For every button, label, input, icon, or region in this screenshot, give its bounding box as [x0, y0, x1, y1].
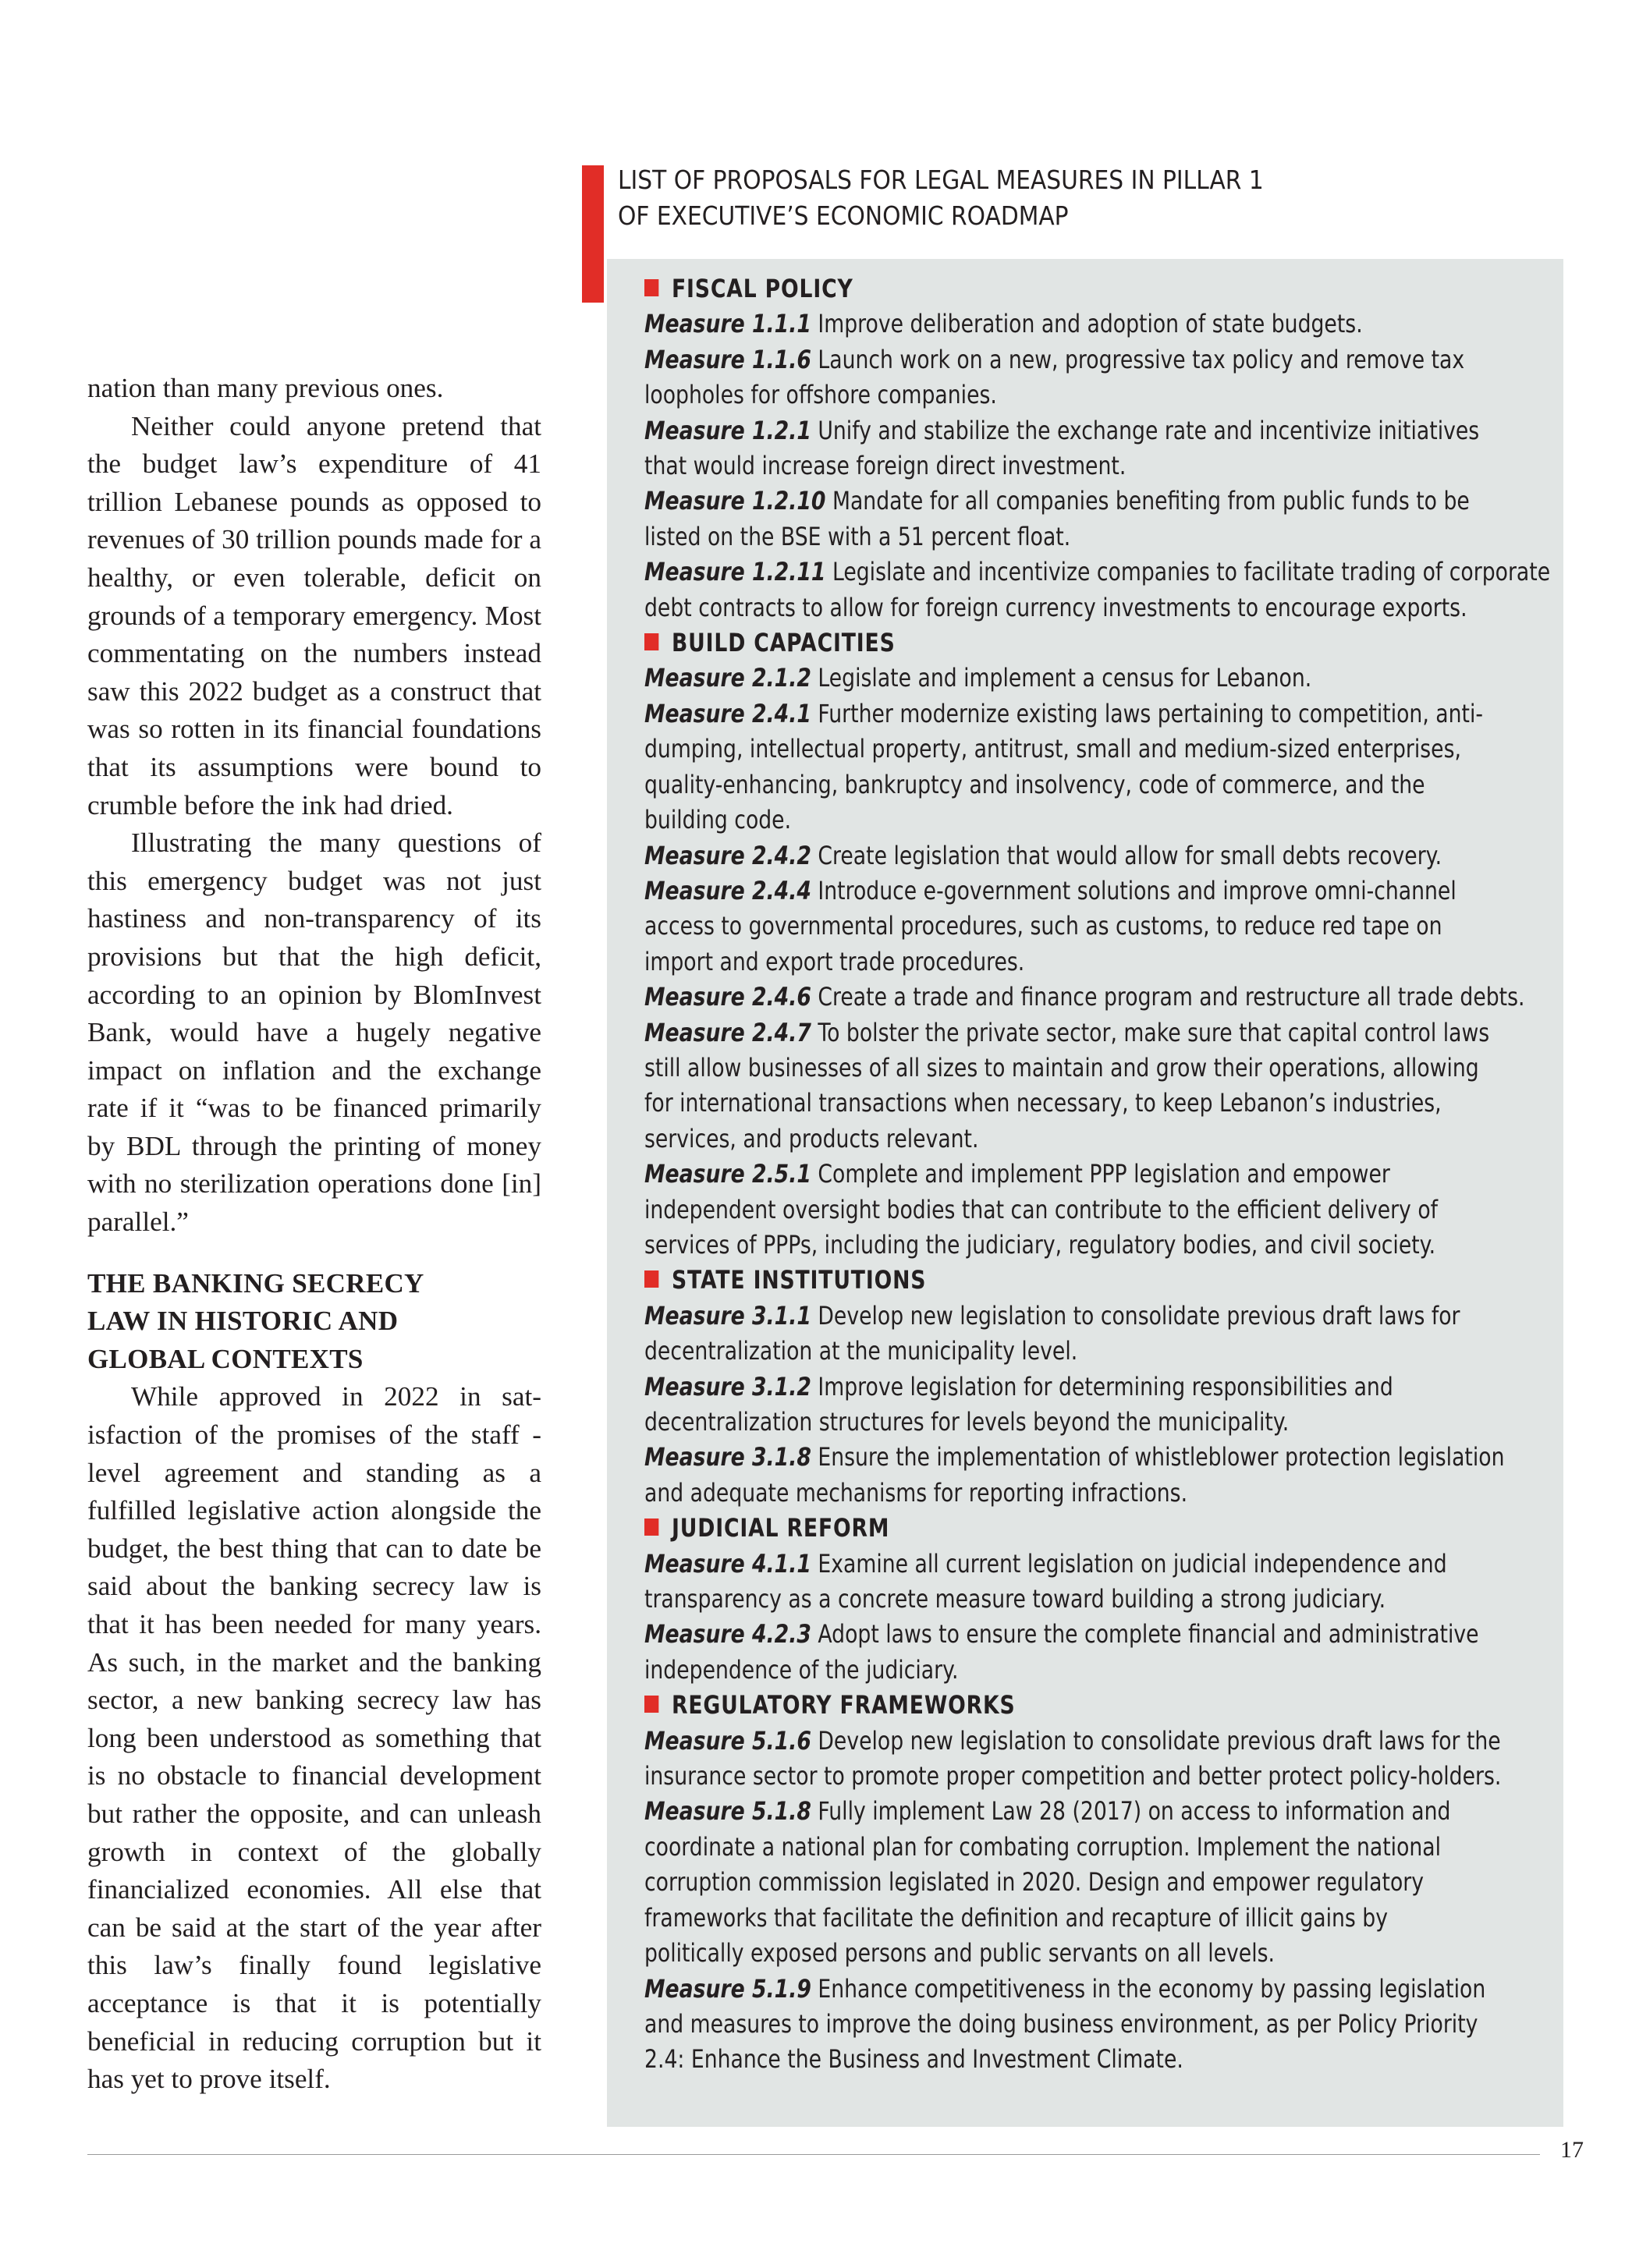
measure-line — [644, 1122, 1425, 1157]
measure-text: still allow businesses of all sizes to maintain and grow their operations, allowing — [644, 1052, 1479, 1083]
measure-line — [644, 803, 1425, 838]
measure-text: corruption commission legislated in 2020. Design and empower regulatory — [644, 1867, 1425, 1898]
measure-line — [644, 1582, 1425, 1617]
measure-text: decentralization at the municipality level. — [644, 1336, 1078, 1366]
section-title — [644, 1688, 1425, 1723]
measure-text: loopholes for offshore companies. — [644, 380, 997, 410]
measure-line — [644, 980, 1525, 1015]
section-title — [644, 1263, 1425, 1298]
measure-line — [644, 1334, 1425, 1369]
measure-label: Measure 2.4.4 — [644, 875, 811, 905]
measure-text: and measures to improve the doing business environment, as per Policy Priority — [644, 2008, 1478, 2039]
measure-text: services of PPPs, including the judiciary, regulatory bodies, and civil society. — [644, 1229, 1436, 1260]
measure-text: independent oversight bodies that can contribute to the efficient delivery of — [644, 1194, 1439, 1224]
measure-text: Complete and implement PPP legislation and empower — [818, 1159, 1390, 1189]
paragraph: nation than many previous ones. — [87, 373, 444, 403]
measure-text: services, and products relevant. — [644, 1123, 979, 1153]
measure-text: Adopt laws to ensure the complete financial and administrative — [818, 1619, 1479, 1650]
measure-label: Measure 1.2.10 — [644, 486, 826, 516]
measure-label: Measure 1.1.6 — [644, 344, 811, 374]
red-square-bullet-icon — [644, 279, 658, 296]
measure-line — [644, 484, 1470, 519]
accent-bar — [582, 165, 604, 303]
measure-text: To bolster the private sector, make sure that capital control laws — [818, 1017, 1490, 1047]
measure-text: Improve deliberation and adoption of state budgets. — [818, 309, 1363, 339]
measure-label: Measure 1.2.1 — [644, 415, 811, 445]
measure-item — [644, 484, 1470, 555]
measure-line — [644, 767, 1425, 803]
measure-text: Develop new legislation to consolidate previous draft laws for — [818, 1300, 1460, 1331]
footer-rule — [87, 2154, 1540, 2155]
measure-line — [644, 1405, 1425, 1440]
page-number: 17 — [1560, 2137, 1584, 2163]
measure-text: coordinate a national plan for combating corruption. Implement the national — [644, 1831, 1442, 1862]
measure-item — [644, 555, 1551, 625]
measure-text: building code. — [644, 805, 792, 835]
measure-text: Legislate and incentivize companies to facilitate trading of corporate — [832, 557, 1551, 587]
measure-text: Unify and stabilize the exchange rate and incentivize initiatives — [818, 415, 1480, 445]
measure-line — [644, 342, 1465, 377]
measure-line — [644, 1370, 1425, 1405]
box-title-line: LIST OF PROPOSALS FOR LEGAL MEASURES IN PILLAR 1 — [618, 165, 1264, 195]
measure-item — [644, 1299, 1460, 1370]
measure-label: Measure 5.1.9 — [644, 1973, 811, 2004]
measure-line — [644, 944, 1425, 980]
measure-label: Measure 5.1.8 — [644, 1796, 811, 1827]
measure-text: decentralization structures for levels beyond the municipality. — [644, 1407, 1290, 1437]
measure-text: dumping, intellectual property, antitrust, small and medium-sized enterprises, — [644, 734, 1461, 764]
measure-line — [644, 519, 1425, 555]
measure-text: Legislate and implement a census for Lebanon. — [818, 663, 1312, 693]
box-title-line: OF EXECUTIVE’S ECONOMIC ROADMAP — [618, 200, 1069, 231]
red-square-bullet-icon — [644, 633, 658, 650]
measure-text: independence of the judiciary. — [644, 1654, 959, 1685]
measure-line — [644, 1830, 1442, 1865]
measure-item — [644, 838, 1442, 874]
heading-line: LAW IN HISTORIC AND — [87, 1306, 399, 1337]
measure-line — [644, 590, 1467, 625]
measure-item — [644, 1370, 1425, 1441]
measure-text: insurance sector to promote proper competition and better protect policy-holders. — [644, 1761, 1502, 1791]
measure-text: quality-enhancing, bankruptcy and insolvency, code of commerce, and the — [644, 769, 1425, 799]
measure-item — [644, 1617, 1479, 1688]
paragraph: While approved in 2022 in satisfaction of the promises of the staff -level agreement and standing as a fulfilled legislative action alongside the budget, the best thing that can to date be said about the banking secrecy law is that it has been needed for many years. As such, in the market and the banking sector, a new banking secrecy law has long been understood as something that is no obstacle to financial development but rather the opposite, and can unleash growth in context of the globally financialized economies. All else that can be said at the start of the year after this law’s finally found legislative acceptance is that it is potentially beneficial in reducing corruption but it has yet to prove itself. — [87, 1381, 541, 2095]
measure-text: Develop new legislation to consolidate previous draft laws for the — [818, 1725, 1501, 1756]
measure-text: Examine all current legislation on judicial independence and — [818, 1548, 1447, 1579]
measure-label: Measure 2.5.1 — [644, 1159, 811, 1189]
heading-line: THE BANKING SECRECY — [87, 1267, 424, 1299]
section-title-text: REGULATORY FRAMEWORKS — [671, 1690, 1016, 1720]
measure-label: Measure 3.1.8 — [644, 1442, 811, 1472]
measure-label: Measure 3.1.1 — [644, 1300, 811, 1331]
measure-item — [644, 1015, 1490, 1157]
measure-text: Create legislation that would allow for small debts recovery. — [818, 840, 1442, 870]
heading-line: GLOBAL CONTEXTS — [87, 1343, 364, 1374]
measure-label: Measure 4.1.1 — [644, 1548, 811, 1579]
measure-item — [644, 413, 1480, 484]
measure-text: transparency as a concrete measure toward building a strong judiciary. — [644, 1584, 1386, 1614]
measure-item — [644, 874, 1456, 980]
measure-line — [644, 1192, 1439, 1228]
measure-line — [644, 661, 1425, 696]
measure-line — [644, 307, 1425, 342]
measure-text: frameworks that facilitate the definition and recapture of illicit gains by — [644, 1902, 1389, 1933]
measure-item — [644, 1547, 1447, 1618]
section-title — [644, 1511, 1425, 1546]
measure-item — [644, 1440, 1505, 1511]
measure-text: debt contracts to allow for foreign currency investments to encourage exports. — [644, 592, 1467, 622]
measure-line — [644, 1759, 1502, 1794]
measure-item — [644, 1724, 1502, 1795]
measure-item — [644, 696, 1484, 838]
measure-line — [644, 1228, 1436, 1263]
red-square-bullet-icon — [644, 1696, 658, 1713]
measure-line — [644, 1015, 1490, 1051]
measure-label: Measure 5.1.6 — [644, 1725, 811, 1756]
measure-text: access to governmental procedures, such as customs, to reduce red tape on — [644, 911, 1442, 941]
measure-line — [644, 413, 1480, 448]
measure-text: Further modernize existing laws pertaining to competition, anti- — [818, 698, 1484, 728]
measure-item — [644, 1794, 1451, 1971]
measure-text: for international transactions when necessary, to keep Lebanon’s industries, — [644, 1088, 1442, 1118]
measure-item — [644, 661, 1425, 696]
measure-line — [644, 448, 1425, 484]
measure-line — [644, 1086, 1442, 1121]
measure-line — [644, 1440, 1505, 1475]
measure-line — [644, 874, 1456, 909]
measure-line — [644, 1617, 1479, 1652]
measure-line — [644, 696, 1484, 732]
measure-label: Measure 2.4.7 — [644, 1017, 811, 1047]
measure-line — [644, 1936, 1425, 1971]
measure-line — [644, 1653, 1425, 1688]
measure-label: Measure 1.1.1 — [644, 309, 811, 339]
measure-text: Enhance competitiveness in the economy by passing legislation — [818, 1973, 1486, 2004]
paragraph: Neither could anyone pretend that the budget law’s expenditure of 41 trillion Lebanese pounds as opposed to revenues of 30 trillion pounds made for a healthy, or even tolerable, deficit on grounds of a temporary emergency. Most commentating on the numbers instead saw this 2022 budget as a construct that was so rotten in its financial foundations that its assumptions were bound to crumble before the ink had dried. — [87, 410, 541, 820]
measure-label: Measure 2.4.1 — [644, 698, 811, 728]
measure-line — [644, 2007, 1478, 2042]
measure-line — [644, 377, 1425, 413]
measure-text: Fully implement Law 28 (2017) on access to information and — [818, 1796, 1451, 1827]
section-title — [644, 625, 1425, 661]
section-title-text: BUILD CAPACITIES — [671, 628, 896, 658]
measure-text: Introduce e-government solutions and improve omni-channel — [818, 875, 1456, 905]
measure-line — [644, 1476, 1425, 1511]
measure-label: Measure 2.4.6 — [644, 982, 811, 1012]
measure-text: listed on the BSE with a 51 percent float. — [644, 521, 1071, 551]
measures-list — [644, 271, 1551, 2078]
measure-label: Measure 3.1.2 — [644, 1371, 811, 1402]
measure-line — [644, 732, 1461, 767]
measure-item — [644, 1972, 1486, 2078]
measure-line — [644, 1865, 1425, 1900]
measure-text: and adequate mechanisms for reporting infractions. — [644, 1477, 1188, 1508]
measure-line — [644, 1547, 1447, 1582]
red-square-bullet-icon — [644, 1270, 658, 1288]
measure-line — [644, 1901, 1425, 1936]
section-title-text: FISCAL POLICY — [671, 274, 853, 303]
measure-item — [644, 307, 1425, 342]
measure-text: Launch work on a new, progressive tax policy and remove tax — [818, 344, 1465, 374]
measure-item — [644, 980, 1525, 1015]
measure-text: import and export trade procedures. — [644, 946, 1025, 976]
measure-line — [644, 555, 1551, 590]
sidebar-box-title — [618, 162, 1390, 234]
section-title-text: STATE INSTITUTIONS — [671, 1265, 927, 1295]
measure-item — [644, 1157, 1439, 1263]
measure-line — [644, 909, 1442, 944]
measure-label: Measure 1.2.11 — [644, 557, 826, 587]
measure-line — [644, 1794, 1451, 1829]
measure-label: Measure 4.2.3 — [644, 1619, 811, 1650]
measure-text: Mandate for all companies benefiting from public funds to be — [832, 486, 1470, 516]
red-square-bullet-icon — [644, 1518, 658, 1536]
measure-text: Ensure the implementation of whistleblower protection legislation — [818, 1442, 1505, 1472]
measure-line — [644, 1299, 1460, 1334]
measure-text: Create a trade and finance program and restructure all trade debts. — [818, 982, 1525, 1012]
measure-line — [644, 2042, 1425, 2077]
measure-label: Measure 2.1.2 — [644, 663, 811, 693]
measure-text: that would increase foreign direct investment. — [644, 451, 1127, 481]
article-body — [87, 370, 541, 2099]
measure-label: Measure 2.4.2 — [644, 840, 811, 870]
paragraph: Illustrating the many questions of this emergency budget was not just hastiness and non-transparency of its provisions but that the high deficit, according to an opinion by BlomInvest Bank, would have a hugely negative impact on inflation and the exchange rate if it “was to be financed primarily by BDL through the printing of money with no sterilization operations done [in] parallel.” — [87, 827, 541, 1238]
measure-text: politically exposed persons and public servants on all levels. — [644, 1938, 1275, 1969]
section-heading — [87, 1265, 541, 1379]
measure-text: 2.4: Enhance the Business and Investment Climate. — [644, 2044, 1183, 2075]
section-title — [644, 271, 1425, 307]
measure-line — [644, 1051, 1479, 1086]
measure-text: Improve legislation for determining responsibilities and — [818, 1371, 1393, 1402]
measure-line — [644, 1724, 1501, 1759]
measure-item — [644, 342, 1465, 413]
section-title-text: JUDICIAL REFORM — [671, 1513, 890, 1543]
measure-line — [644, 1157, 1425, 1192]
measure-line — [644, 838, 1442, 874]
measure-line — [644, 1972, 1486, 2007]
